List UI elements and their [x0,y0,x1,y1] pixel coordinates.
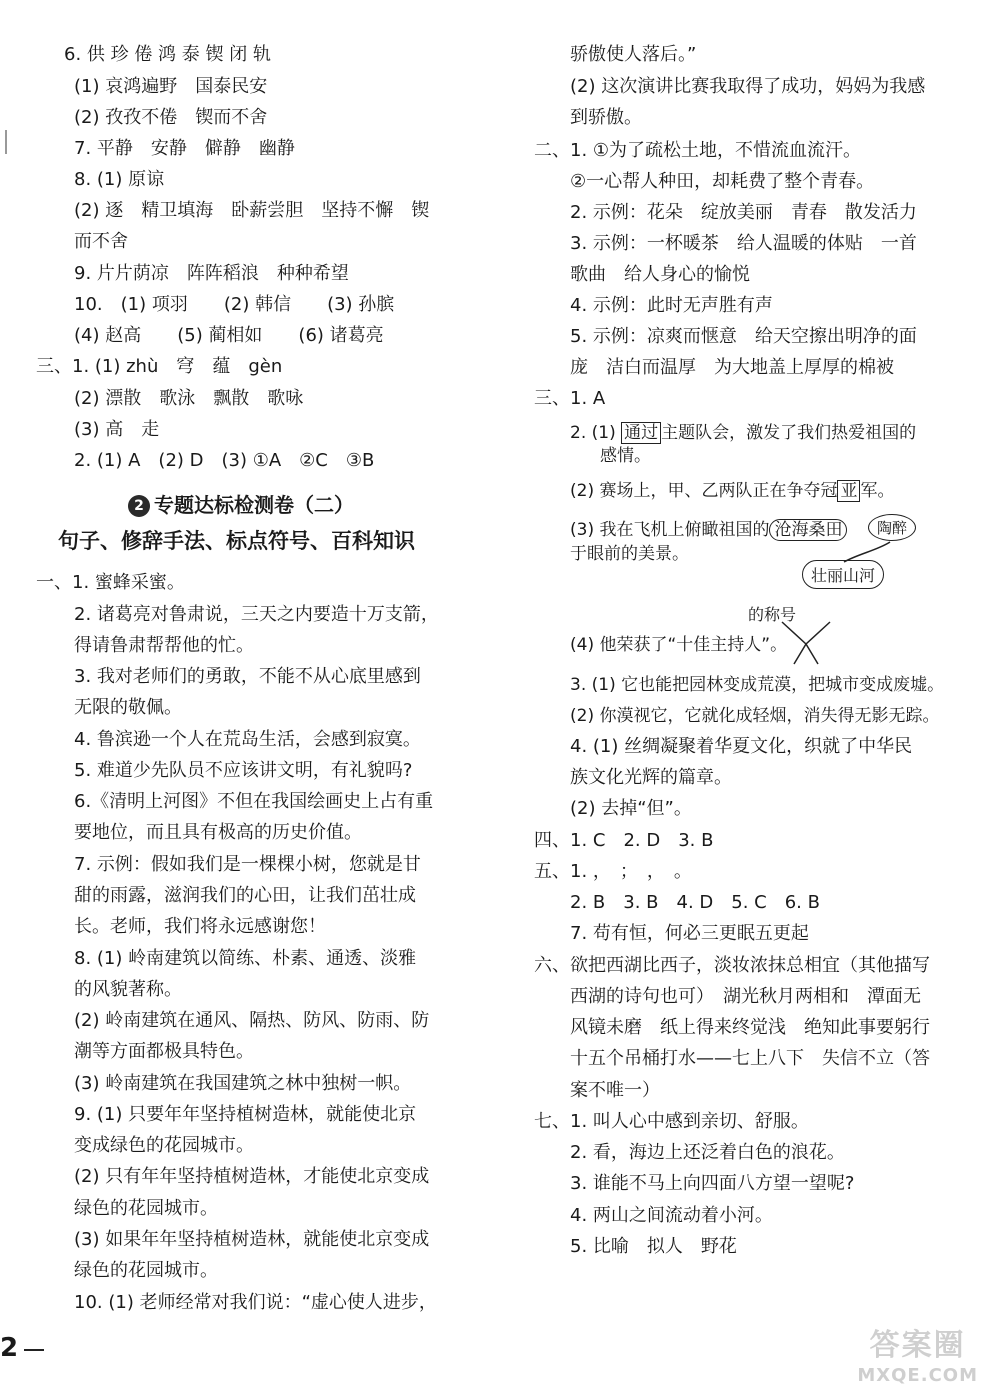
answer-line: 8. (1) 岭南建筑以简练、朴素、通透、淡雅 [74,948,417,969]
sentence-text: 军。 [860,481,895,501]
answer-line: 3. 我对老师们的勇敢，不能不从心底里感到 [74,666,421,687]
answer-line: 而不舍 [74,231,128,252]
answer-line: 歌曲 给人身心的愉悦 [570,264,750,285]
answer-line: 甜的雨露，滋润我们的心田，让我们茁壮成 [74,885,416,906]
answer-line: 十五个吊桶打水——七上八下 失信不立（答 [570,1048,930,1069]
watermark-url: MXQE.COM [857,1365,978,1386]
answer-line: 4. 示例：此时无声胜有声 [570,295,773,316]
answer-line: (3) 高 走 [74,419,160,440]
answer-line: (2) 逐 精卫填海 卧薪尝胆 坚持不懈 锲 [74,200,430,221]
answer-line: (4) 赵高 (5) 蔺相如 (6) 诸葛亮 [74,325,384,346]
correction-line [570,478,894,504]
answer-line: 西湖的诗句也可） 湖光秋月两相和 潭面无 [570,986,921,1007]
handwritten-correction: 陶醉 [868,514,916,541]
answer-line: 骄傲使人落后。” [570,44,697,65]
answer-line: 5. 难道少先队员不应该讲文明，有礼貌吗? [74,760,413,781]
answer-line: (2) 去掉“但”。 [570,798,692,819]
answer-line: 潮等方面都极具特色。 [74,1041,254,1062]
circled-word: 沧海桑田 [769,519,847,541]
page-number: 2 [0,1333,19,1363]
correction-line [570,517,847,543]
answer-line: 三、1. A [534,388,606,409]
answer-line: 4. 两山之间流动着小河。 [570,1205,773,1226]
sentence-text: (2) 赛场上，甲、乙两队正在争夺冠 [570,481,838,501]
answer-line: 9. 片片荫凉 阵阵稻浪 种种希望 [74,263,349,284]
answer-line: 变成绿色的花园城市。 [74,1135,254,1156]
answer-line: 到骄傲。 [570,107,642,128]
answer-line: 族文化光辉的篇章。 [570,767,732,788]
answer-line: 二、1. ①为了疏松土地，不惜流血流汗。 [534,140,862,161]
answer-line: (2) 你漠视它，它就化成轻烟，消失得无影无踪。 [570,706,940,726]
answer-line: 7. 苟有恒，何必三更眠五更起 [570,923,809,944]
answer-line: 9. (1) 只要年年坚持植树造林，就能使北京 [74,1104,417,1125]
watermark-text: 答案圈 [869,1328,966,1363]
answer-line: 6. 供 珍 倦 鸿 泰 锲 闭 轨 [64,44,271,65]
answer-line: 四、1. C 2. D 3. B [534,830,714,851]
sentence-text: 主题队会，激发了我们热爱祖国的 [661,423,917,443]
answer-line: 得请鲁肃帮帮他的忙。 [74,635,254,656]
answer-line: 5. 比喻 拟人 野花 [570,1236,737,1257]
answer-line: 3. 谁能不马上向四面八方望一望呢? [570,1173,855,1194]
answer-line: 5. 示例：凉爽而惬意 给天空擦出明净的面 [570,326,917,347]
answer-line: 风镜未磨 纸上得来终觉浅 绝知此事要躬行 [570,1017,930,1038]
answer-line: (2) 漂散 歌泳 飘散 歌咏 [74,388,304,409]
answer-line: 长。老师，我们将永远感谢您！ [74,916,326,937]
answer-line: 的风貌著称。 [74,979,182,1000]
section-subtitle: 句子、修辞手法、标点符号、百科知识 [58,529,415,553]
answer-line: 2. 示例：花朵 绽放美丽 青春 散发活力 [570,202,917,223]
answer-line: 七、1. 叫人心中感到亲切、舒服。 [534,1111,809,1132]
answer-line: (2) 这次演讲比赛我取得了成功，妈妈为我感 [570,76,926,97]
margin-mark [5,130,7,154]
answer-line: 案不唯一） [570,1080,660,1101]
page-number-rule [24,1349,44,1351]
answer-line: 10. (1) 项羽 (2) 韩信 (3) 孙膑 [74,294,395,315]
answer-line: 2. 看，海边上还泛着白色的浪花。 [570,1142,845,1163]
answer-line: (2) 岭南建筑在通风、隔热、防风、防雨、防 [74,1010,430,1031]
answer-line: 五、1. ， ； ， 。 [534,861,692,882]
section-title-text: 专题达标检测卷（二） [154,493,354,517]
answer-line: 庞 洁白而温厚 为大地盖上厚厚的棉被 [570,357,894,378]
boxed-word: 亚 [837,480,860,502]
correction-line: (4) 他荣获了“十佳主持人”。 [570,635,788,655]
answer-line: 8. (1) 原谅 [74,169,165,190]
handwritten-insert: 的称号 [748,605,797,624]
replacement-phrase: 壮丽山河 [802,560,884,589]
answer-line: 一、1. 蜜蜂采蜜。 [36,572,185,593]
answer-line: 无限的敬佩。 [74,697,182,718]
answer-line: 三、1. (1) zhù 穹 蕴 gèn [36,356,283,377]
answer-line: 六、欲把西湖比西子，淡妆浓抹总相宜（其他描写 [534,955,930,976]
boxed-word: 通过 [621,422,661,444]
answer-line: ②一心帮人种田，却耗费了整个青春。 [570,171,875,192]
answer-line: 7. 平静 安静 僻静 幽静 [74,138,295,159]
answer-line: 4. (1) 丝绸凝聚着华夏文化，织就了中华民 [570,736,913,757]
answer-line: 6.《清明上河图》不但在我国绘画史上占有重 [74,791,434,812]
insertion-arrow [838,540,898,564]
answer-line: 3. (1) 它也能把园林变成荒漠，把城市变成废墟。 [570,675,945,695]
section-title [128,490,354,520]
sentence-text: (3) 我在飞机上俯瞰祖国的 [570,520,770,540]
answer-line: (3) 岭南建筑在我国建筑之林中独树一帜。 [74,1073,412,1094]
answer-line: 2. B 3. B 4. D 5. C 6. B [570,892,820,913]
answer-line: (2) 孜孜不倦 锲而不舍 [74,107,268,128]
answer-line: 4. 鲁滨逊一个人在荒岛生活，会感到寂寞。 [74,729,421,750]
answer-line: 要地位，而且具有极高的历史价值。 [74,822,362,843]
section-number-badge: 2 [128,495,150,517]
answer-line: (3) 如果年年坚持植树造林，就能使北京变成 [74,1229,430,1250]
answer-line: 2. 诸葛亮对鲁肃说，三天之内要造十万支箭， [74,604,439,625]
question-number: 2. (1) [570,423,616,443]
answer-line: 绿色的花园城市。 [74,1260,218,1281]
answer-line: 10. (1) 老师经常对我们说：“虚心使人进步， [74,1292,437,1313]
answer-line: 3. 示例：一杯暖茶 给人温暖的体贴 一首 [570,233,917,254]
correction-line: 于眼前的美景。 [570,544,689,564]
answer-line: (1) 哀鸿遍野 国泰民安 [74,76,268,97]
answer-line: 7. 示例：假如我们是一棵棵小树，您就是甘 [74,854,421,875]
watermark-logo [857,1328,978,1391]
correction-line: 感情。 [600,446,651,466]
answer-line: (2) 只有年年坚持植树造林，才能使北京变成 [74,1166,430,1187]
answer-line: 绿色的花园城市。 [74,1198,218,1219]
answer-line: 2. (1) A (2) D (3) ①A ②C ③B [74,450,375,471]
